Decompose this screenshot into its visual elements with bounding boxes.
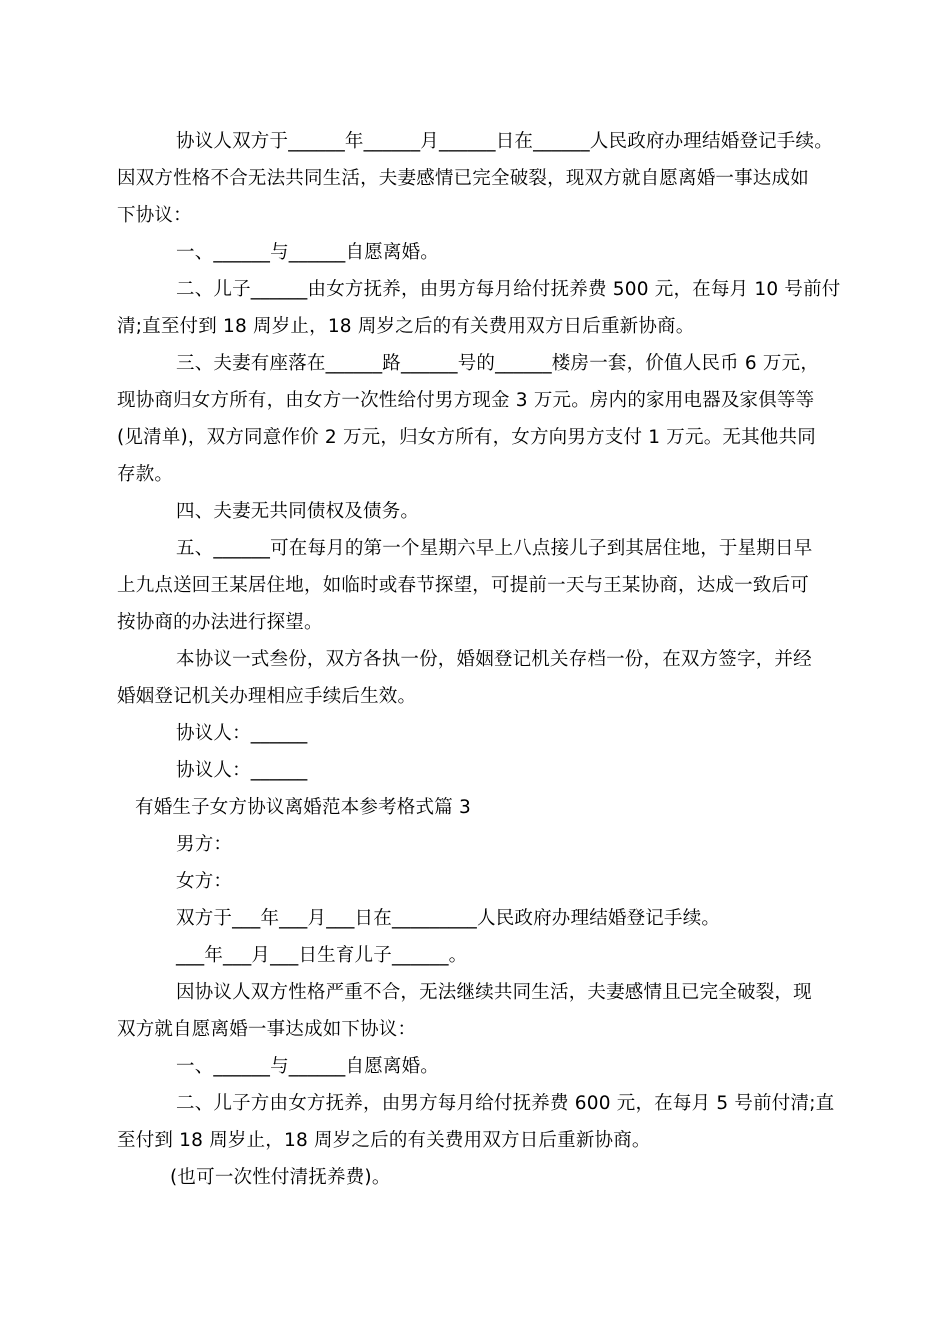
paragraph-line: 协议人双方于______年______月______日在______人民政府办理结婚登记手续。 bbox=[176, 131, 833, 152]
clause-one: 一、______与______自愿离婚。 bbox=[176, 1056, 440, 1077]
clause-five: 五、______可在每月的第一个星期六早上八点接儿子到其居住地，于星期日早 bbox=[176, 538, 813, 559]
paragraph-line: 婚姻登记机关办理相应手续后生效。 bbox=[117, 686, 417, 707]
clause-three: 三、夫妻有座落在______路______号的______楼房一套，价值人民币 6 万元， bbox=[176, 353, 820, 374]
section-heading: 有婚生子女方协议离婚范本参考格式篇 3 bbox=[135, 797, 471, 818]
clause-two: 二、儿子______由女方抚养，由男方每月给付抚养费 500 元，在每月 10 号前付 bbox=[176, 279, 841, 300]
party-female: 女方： bbox=[176, 871, 233, 892]
paragraph-line: 上九点送回王某居住地，如临时或春节探望，可提前一天与王某协商，达成一致后可 bbox=[117, 575, 809, 596]
clause-four: 四、夫妻无共同债权及债务。 bbox=[176, 501, 420, 522]
paragraph-line: 按协商的办法进行探望。 bbox=[117, 612, 323, 633]
paragraph-line: 本协议一式叁份，双方各执一份，婚姻登记机关存档一份，在双方签字，并经 bbox=[176, 649, 812, 670]
paragraph-line: ___年___月___日生育儿子______。 bbox=[176, 945, 468, 966]
paragraph-line: 双方就自愿离婚一事达成如下协议： bbox=[117, 1019, 417, 1040]
paragraph-line: 存款。 bbox=[117, 464, 174, 485]
clause-one: 一、______与______自愿离婚。 bbox=[176, 242, 440, 263]
paragraph-line: (也可一次性付清抚养费)。 bbox=[170, 1167, 391, 1188]
paragraph-line: 清;直至付到 18 周岁止，18 周岁之后的有关费用双方日后重新协商。 bbox=[117, 316, 695, 337]
paragraph-line: 因双方性格不合无法共同生活，夫妻感情已完全破裂，现双方就自愿离婚一事达成如 bbox=[117, 168, 809, 189]
party-male: 男方： bbox=[176, 834, 233, 855]
paragraph-line: 下协议： bbox=[117, 205, 192, 226]
signature-line: 协议人：______ bbox=[176, 723, 308, 744]
paragraph-line: 至付到 18 周岁止，18 周岁之后的有关费用双方日后重新协商。 bbox=[117, 1130, 651, 1151]
signature-line: 协议人：______ bbox=[176, 760, 308, 781]
clause-two: 二、儿子方由女方抚养，由男方每月给付抚养费 600 元，在每月 5 号前付清;直 bbox=[176, 1093, 835, 1114]
paragraph-line: 双方于___年___月___日在_________人民政府办理结婚登记手续。 bbox=[176, 908, 721, 929]
paragraph-line: (见清单)，双方同意作价 2 万元，归女方所有，女方向男方支付 1 万元。无其他共同 bbox=[117, 427, 816, 448]
paragraph-line: 因协议人双方性格严重不合，无法继续共同生活，夫妻感情且已完全破裂，现 bbox=[176, 982, 812, 1003]
paragraph-line: 现协商归女方所有，由女方一次性给付男方现金 3 万元。房内的家用电器及家俱等等 bbox=[117, 390, 815, 411]
